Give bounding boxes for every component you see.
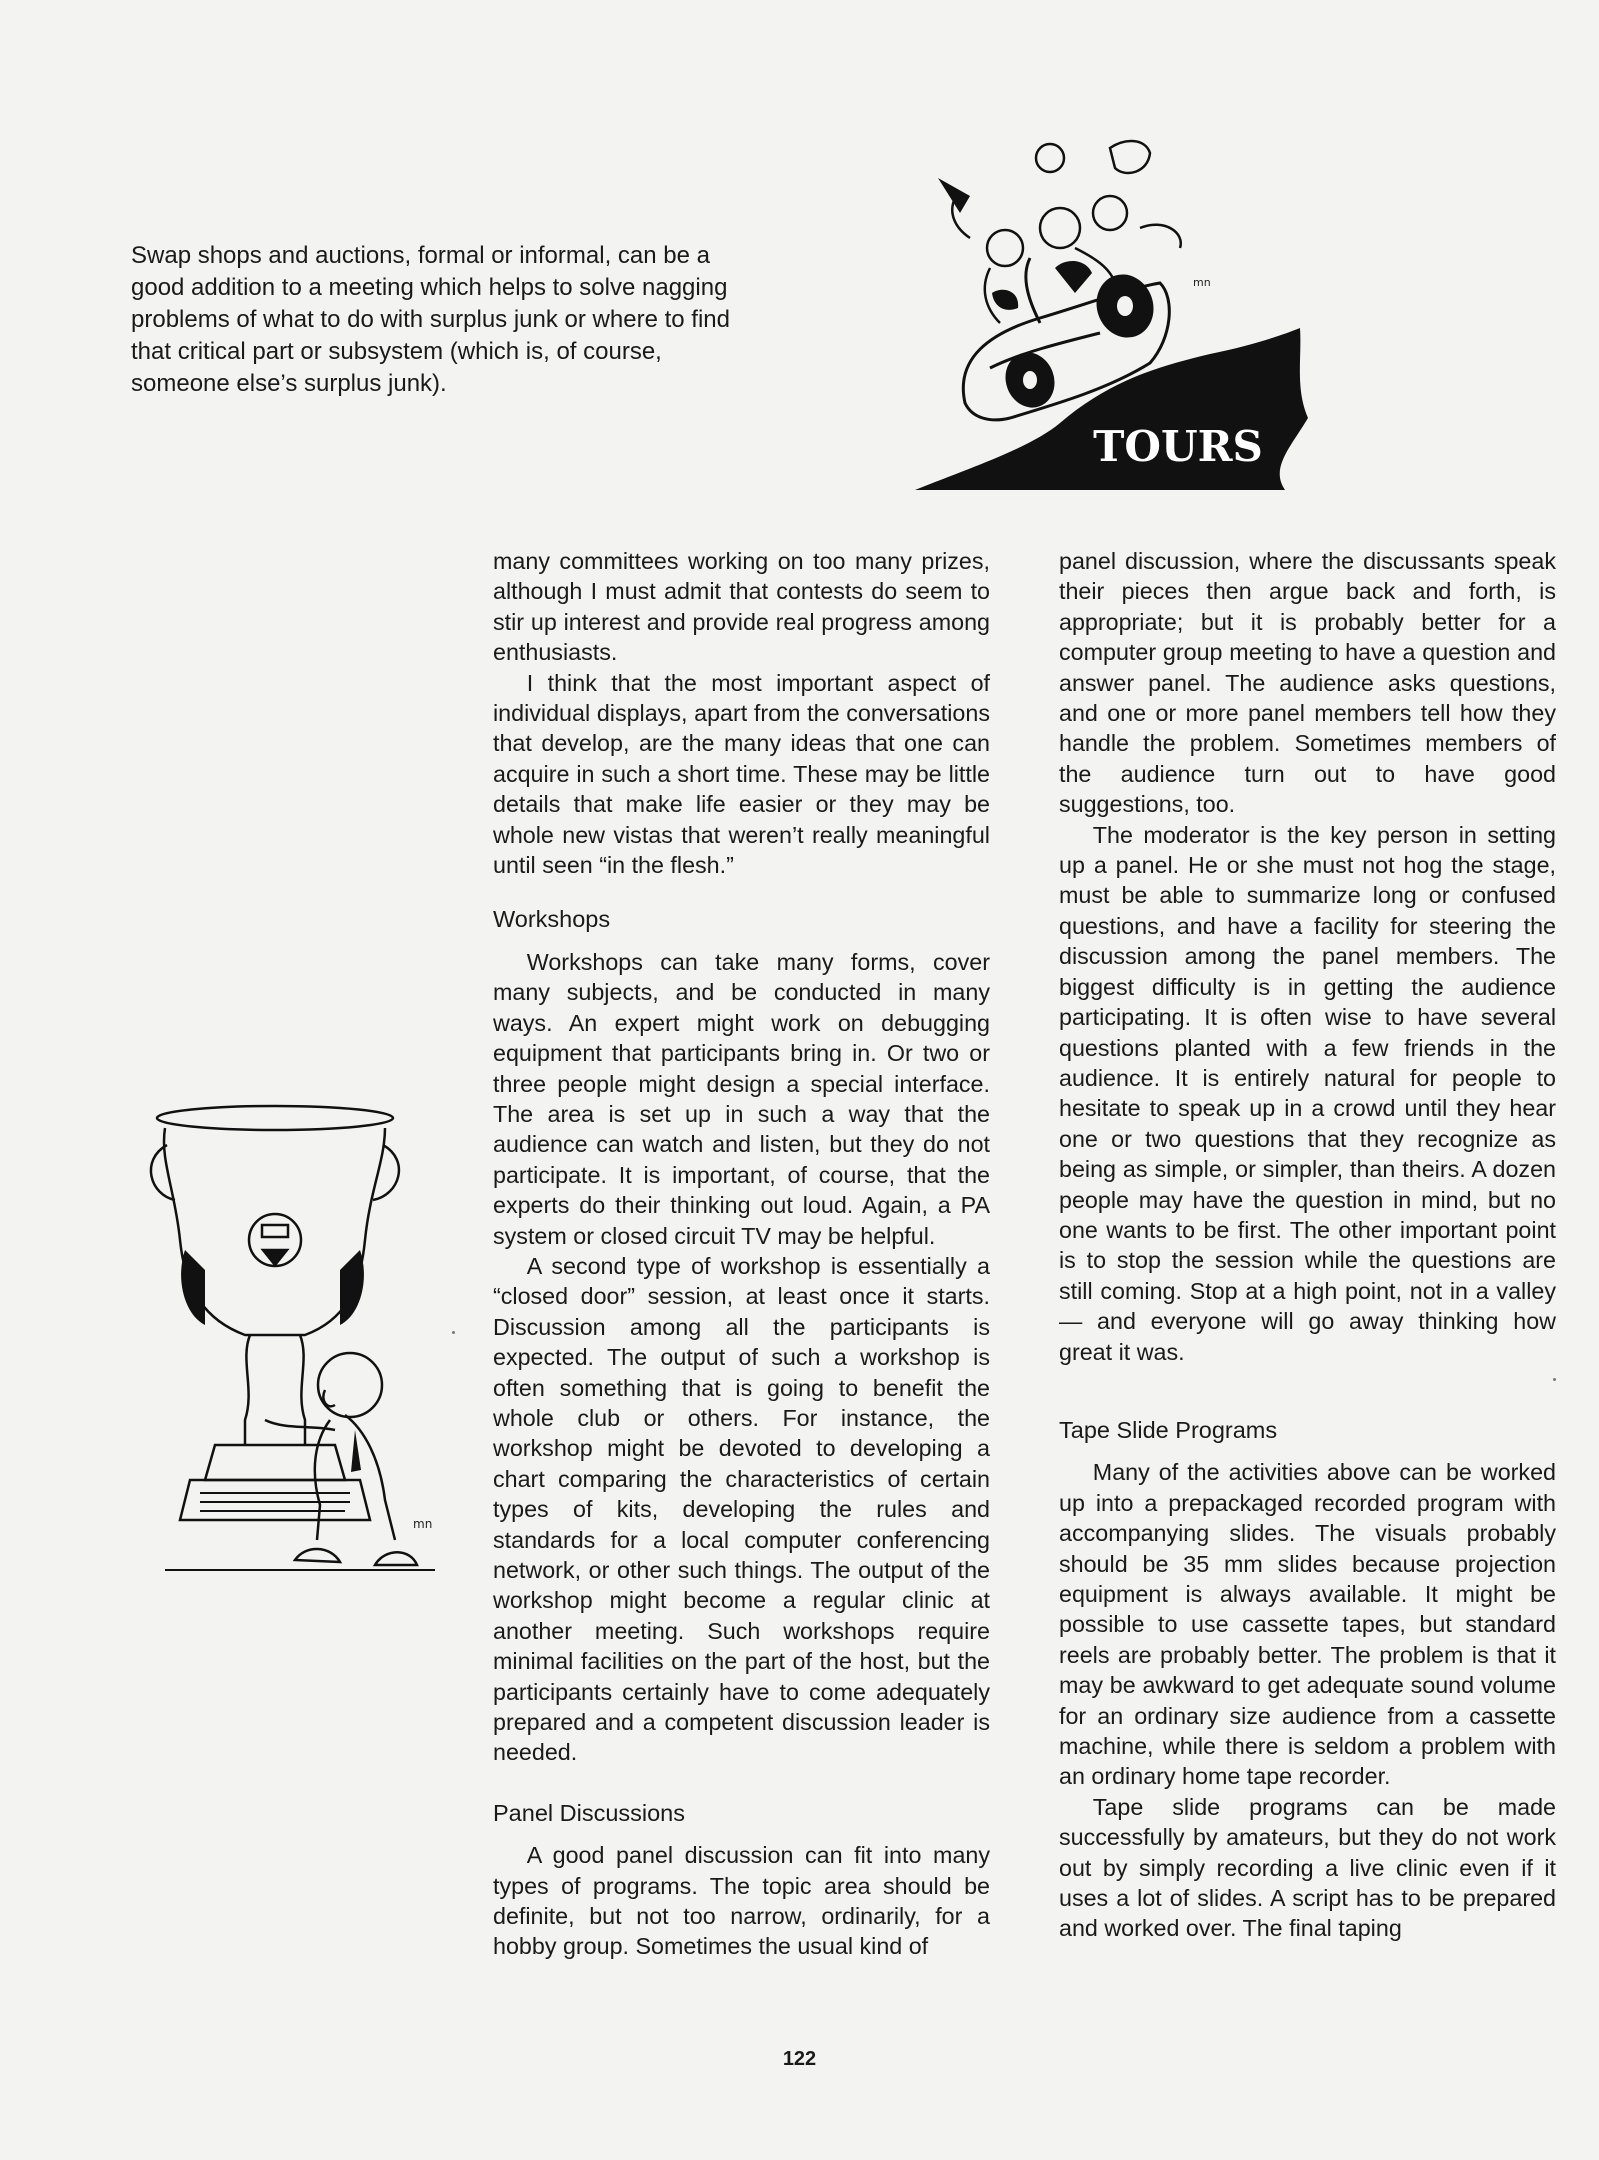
- page-number: 122: [782, 2048, 817, 2070]
- paragraph: A good panel discussion can fit into many types of programs. The topic area should be definite, but not too narrow, ordinarily, for a hobby group. Sometimes the usual kind of: [493, 1842, 990, 1960]
- section-heading-tape-slide-programs: Tape Slide Programs: [1059, 1416, 1278, 1443]
- trophy-signature: mn: [413, 1517, 433, 1531]
- section-heading-workshops: Workshops: [493, 906, 611, 933]
- paragraph: A second type of workshop is essentially a “closed door” session, at least once it starts. Discussion among all the participants is expected. The output of such a workshop is often something that is going to benefit the whole club or others. For instance, the workshop might be devoted to developing a chart comparing the characteristics of certain types of kits, developing the rules and standards for a local computer conferencing network, or other such things. The output of the workshop might become a regular clinic at another meeting. Such workshops require minimal facilities on the part of the host, but the participants certainly have to come adequately prepared and a competent discussion leader is needed.: [493, 1252, 990, 1766]
- character-head: [318, 1353, 382, 1417]
- trophy-cartoon-illustration: [145, 1100, 445, 1585]
- trophy-rim: [157, 1106, 393, 1130]
- intro-paragraph: Swap shops and auctions, formal or informal, can be a good addition to a meeting which helps to solve nagging problems of what to do with surplus junk or where to find that critical part or subsystem (which is, of course, someone else’s surplus junk).: [131, 242, 730, 397]
- paragraph: The moderator is the key person in setting up a panel. He or she must not hog the stage, must be able to summarize long or confused questions, and have a facility for steering the discussion among the panel members. The biggest difficulty is in getting the audience participating. It is often wise to have several questions planted with a few friends in the audience. It is entirely natural for people to hesitate to speak up in a crowd until they hear one or two questions that they recognize as being as simple, or simpler, than theirs. A dozen people may have the question in mind, but no one wants to be first. The other important point is to stop the session while the questions are still coming. Stop at a high point, not in a valley — and everyone will go away thinking how great it was.: [1059, 821, 1556, 1365]
- paragraph: Tape slide programs can be made successfully by amateurs, but they do not work out by simply recording a live clinic even if it uses a lot of slides. A script has to be prepared and worked over. The final taping: [1059, 1793, 1556, 1942]
- scan-speck: [452, 1331, 455, 1334]
- paragraph: Many of the activities above can be worked up into a prepackaged recorded program with accompanying slides. The visuals probably should be 35 mm slides because projection equipment is always available. It might be possible to use cassette tapes, but standard reels are probably better. The problem is that it may be awkward to get adequate sound volume for an ordinary size audience from a cassette machine, while there is seldom a problem with an ordinary home tape recorder.: [1059, 1459, 1556, 1790]
- tours-label: TOURS: [1093, 422, 1263, 471]
- paragraph: panel discussion, where the discussants speak their pieces then argue back and forth, is appropriate; but it is probably better for a computer group meeting to have a question and answer panel. The audience asks questions, and one or more panel members tell how they handle the problem. Sometimes members of the audience turn out to have good suggestions, too.: [1059, 548, 1556, 818]
- scan-speck: [1553, 1378, 1556, 1381]
- left-column: [493, 546, 990, 1962]
- trophy-plaque-engraving: [200, 1493, 350, 1511]
- paragraph: Workshops can take many forms, cover many subjects, and be conducted in many ways. An expert might work on debugging equipment that participants bring in. Or two or three people might design a special interface. The area is set up in such a way that the audience can watch and listen, but they do not participate. It is important, of course, that the experts do their thinking out loud. Again, a PA system or closed circuit TV may be helpful.: [493, 948, 990, 1249]
- right-column: [1059, 546, 1556, 1944]
- tours-signature: mn: [1193, 276, 1211, 289]
- paragraph: I think that the most important aspect of individual displays, apart from the conversations that develop, are the many ideas that one can acquire in such a short time. These may be little details that make life easier or they may be whole new vistas that weren’t really meaningful until seen “in the flesh.”: [493, 669, 990, 879]
- section-heading-panel-discussions: Panel Discussions: [493, 1799, 686, 1826]
- tours-cartoon-illustration: [910, 118, 1310, 498]
- paragraph: many committees working on too many prizes, although I must admit that contests do seem to stir up interest and provide real progress among enthusiasts.: [493, 548, 990, 666]
